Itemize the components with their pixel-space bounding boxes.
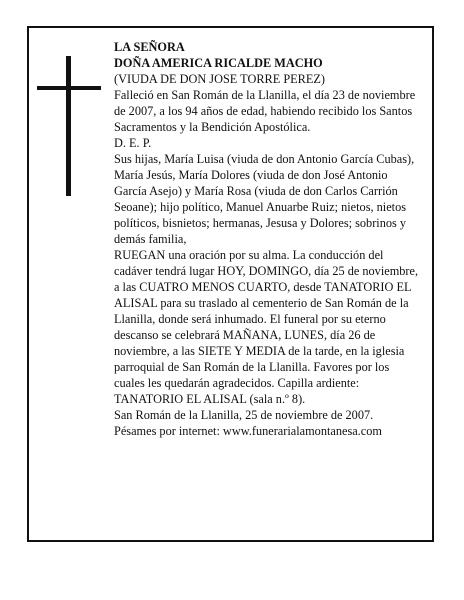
death-paragraph: Falleció en San Román de la Llanilla, el día 23 de noviembre de 2007, a los 94 años de edad, habiendo recibido los Santos Sacramentos y la Bendición Apostólica.: [114, 88, 416, 134]
family-paragraph: Sus hijas, María Luisa (viuda de don Antonio García Cubas), María Jesús, María Dolores (viuda de don José Antonio García Asejo) y María Rosa (viuda de don Carlos Carrión Seoane); hijo político, Manuel Anuarbe Ruiz; nietos, nietos políticos, bisnietos; hermanas, Jesusa y Dolores; sobrinos y demás familia,: [114, 152, 415, 246]
ceremony-paragraph: [114, 247, 420, 407]
cross-icon: [66, 56, 71, 196]
ceremony-details: una oración por su alma. La conducción del cadáver tendrá lugar HOY, DOMINGO, día 25 de noviembre, a las CUATRO MENOS CUARTO, desde TANATORIO EL ALISAL para su traslado al cementerio de San Román de la Llanilla, donde será inhumado. El funeral por su eterno descanso se celebrará MAÑANA, LUNES, día 26 de noviembre, a las SIETE Y MEDIA de la tarde, en la iglesia parroquial de San Román de la Llanilla. Favores por los cuales les quedarán agradecidos. Capilla ardiente: TANATORIO EL ALISAL (sala n.º 8).: [114, 248, 419, 406]
deceased-name: DOÑA AMERICA RICALDE MACHO: [114, 56, 323, 70]
internet-line: Pésames por internet: www.funerarialamontanesa.com: [114, 424, 382, 438]
cross-icon-bar: [37, 86, 101, 90]
dep-line: D. E. P.: [114, 136, 152, 150]
ruegan-word: RUEGAN: [114, 248, 166, 262]
widow-line: (VIUDA DE DON JOSE TORRE PEREZ): [114, 72, 325, 86]
place-date: San Román de la Llanilla, 25 de noviembre de 2007.: [114, 408, 374, 422]
title-line: LA SEÑORA: [114, 40, 185, 54]
obituary-text: [114, 39, 420, 439]
